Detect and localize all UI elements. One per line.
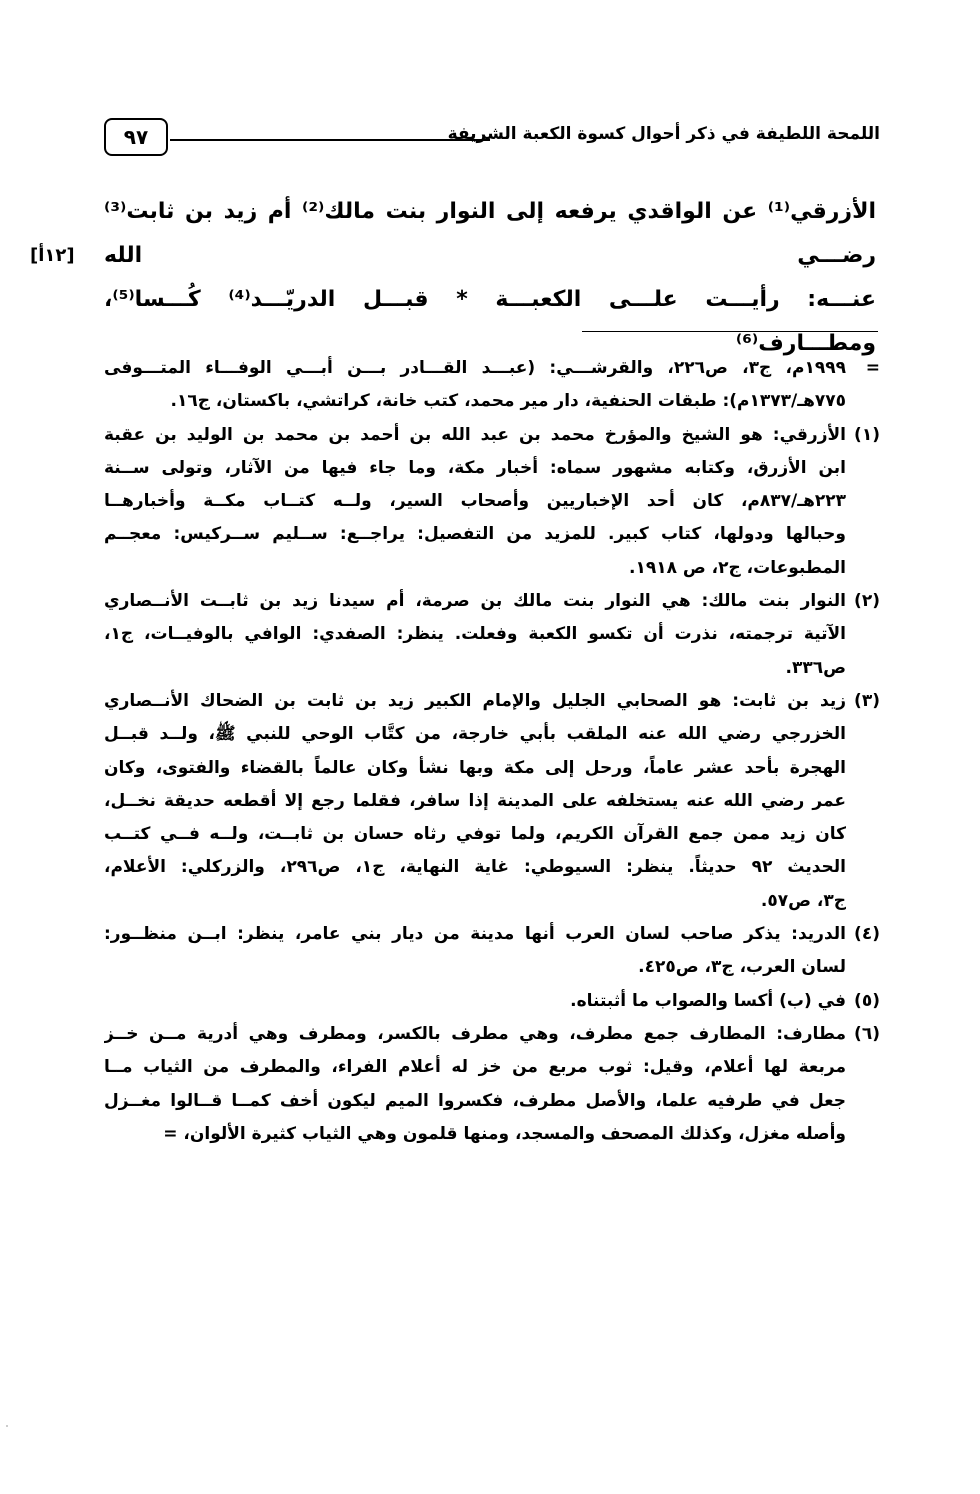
header-rule [170,139,490,141]
main-line-1: الأزرقي⁽¹⁾ عن الواقدي يرفعه إلى النوار بنت مالك⁽²⁾ أم زيد بن ثابت⁽³⁾ رضـــي الله [104,199,876,268]
footnote-body [104,1018,846,1151]
footnote-line: زيد بن ثابت: هو الصحابي الجليل والإمام الكبير زيد بن ثابت بن الضحاك الأنــصاري [104,690,846,711]
footnote-line: الهجرة بأحد عشر عاماً، ورحل إلى مكة وبها نشأ وكان عالماً بالقضاء والفتوى، وكان [104,757,846,778]
footnote-line: ابن الأزرق، وكتابه مشهور سماه: أخبار مكة، وما جاء فيها من الآثار، وتولى ســنة [104,457,846,478]
running-title: اللمحة اللطيفة في ذكر أحوال كسوة الكعبة الشريفة [447,124,880,144]
footnote-body [104,585,846,685]
footnote [104,985,880,1018]
footnote-line: كان زيد ممن جمع القرآن الكريم، ولما توفي رثاه حسان بن ثابــت، ولــه فــي كتــب [104,824,846,845]
footnote-line: الأزرقي: هو الشيخ والمؤرخ محمد بن عبد الله بن أحمد بن محمد بن الوليد بن عقبة [104,424,846,445]
footnotes [104,352,880,1151]
footnote-line: الآتية ترجمته، نذرت أن تكسو الكعبة وفعلت. ينظر: الصفدي: الوافي بالوفيــات، ج١، [104,624,846,645]
footnote-line: جعل في طرفيه علما، والأصل مطرف، فكسروا الميم ليكون أخف كمــا قــالوا مغــزل [104,1090,846,1111]
page-header [104,118,880,162]
footnote-line: المطبوعات، ج٢، ص ١٩١٨. [628,557,846,578]
footnote-body [104,419,846,585]
footnote-line: ص٣٣٦. [785,657,846,678]
main-line-2: عنـــه: رأيـــت علـــى الكعبـــة * قبـــل الدريّـــد⁽⁴⁾ كُـــسا⁽⁵⁾، ومطـــارف⁽⁶⁾ [104,287,877,356]
main-text [104,190,876,366]
footnote-mark: (٢) [854,591,880,612]
footnote-mark: (٥) [854,990,880,1011]
footnote-line: النوار بنت مالك: هي النوار بنت مالك بن صرمة، أم سيدنا زيد بن ثابــت الأنــصاري [104,591,846,612]
footnote-line: الدريد: يذكر صاحب لسان العرب أنها مدينة من ديار بني عامر، ينظر: ابــن منظــور: [104,924,846,945]
footnote-line: في (ب) أكسا والصواب ما أثبتناه. [570,990,846,1011]
footnote-body [104,918,846,985]
footnote-line: وحبالها ودولها، كتاب كبير. للمزيد من التفصيل: يراجــع: ســليم ســركيس: معجــم [104,524,846,545]
footnote-separator [582,331,878,332]
footnote-mark: (٤) [854,924,880,945]
footnote-line: الحديث ٩٢ حديثاً. ينظر: السيوطي: غاية النهاية، ج١، ص٢٩٦، والزركلي: الأعلام، [104,857,846,878]
footnote-body [104,352,846,419]
footnote [104,352,880,419]
footnote-body [104,985,846,1018]
scan-speck [6,1425,8,1427]
footnote-line: ٧٧٥هـ/١٣٧٣م): طبقات الحنفية، دار مير محمد، كتب خانة، كراتشي، باكستان، ج١٦. [170,391,846,412]
footnote-line: عمر رضي الله عنه يستخلفه على المدينة إذا سافر، فقلما رجع إلا أقطعه حديقة نخــل، [104,790,846,811]
footnote-line: مطارف: المطارف جمع مطرف، وهي مطرف بالكسر، ومطرف وهي أدرية مــن خــز [104,1023,846,1044]
footnote [104,419,880,585]
footnote [104,918,880,985]
footnote-line: مربعة لها أعلام، وقيل: ثوب مربع من خز له أعلام الفراء، والمطرف من الثياب مــا [104,1057,846,1078]
page-number-box: ٩٧ [104,118,168,156]
footnote-mark: (١) [854,424,880,445]
footnote-mark: (٦) [854,1023,880,1044]
footnote [104,585,880,685]
footnote-line: لسان العرب، ج٣، ص٤٢٥. [638,957,846,978]
folio-marker: [١٢أ] [30,245,75,266]
footnote-mark: = [865,358,880,378]
footnote-line: الخزرجي رضي الله عنه الملقب بأبي خارجة، من كتَّاب الوحي للنبي ﷺ، ولــد قبــل [104,724,846,745]
footnote-line: ج٣، ص٥٧. [760,890,846,911]
footnote-body [104,685,846,918]
footnote [104,1018,880,1151]
footnote-line: ٢٢٣هـ/٨٣٧م، كان أحد الإخباريين وأصحاب السير، ولــه كتــاب مكــة وأخبارهــا [104,491,846,512]
footnote-line: ١٩٩٩م، ج٣، ص٢٢٦، والقرشـــي: (عبـــد القـــادر بـــن أبـــي الوفـــاء المتـــوفى [104,358,846,378]
footnote [104,685,880,918]
footnote-mark: (٣) [854,690,880,711]
footnote-line: وأصله مغزل، وكذلك المصحف والمسجد، ومنها قلمون وهي الثياب كثيرة الألوان، = [163,1123,846,1144]
